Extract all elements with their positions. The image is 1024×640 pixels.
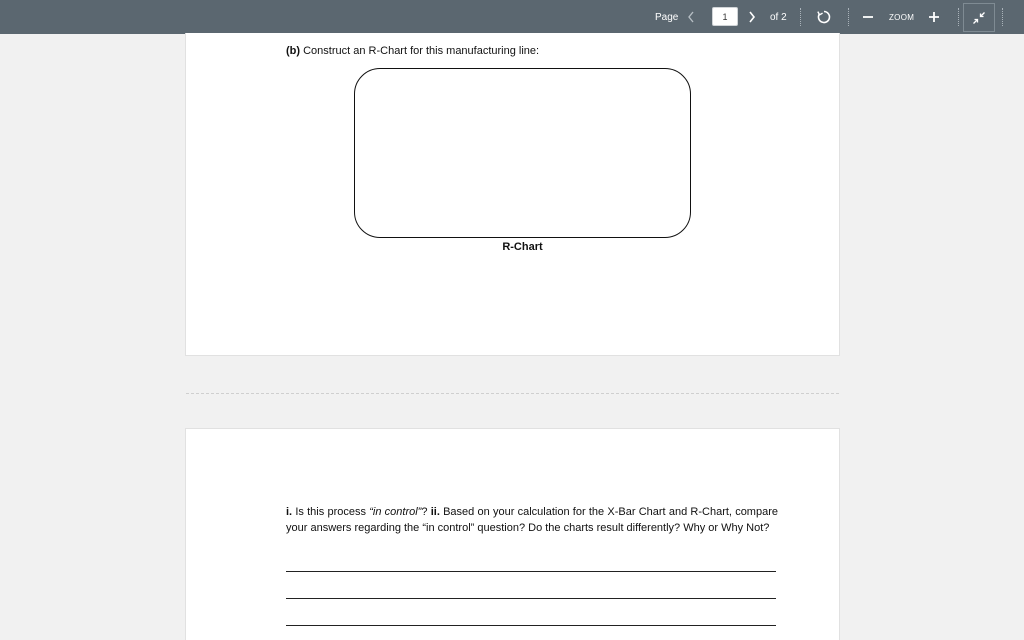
collapse-arrows-icon <box>972 11 986 25</box>
zoom-label: ZOOM <box>889 12 915 22</box>
minus-icon <box>862 11 874 23</box>
r-chart-caption: R-Chart <box>502 241 543 253</box>
question-i-text: Is this process <box>292 506 370 518</box>
reset-view-button[interactable] <box>816 0 832 34</box>
question-i-number: i. <box>286 506 293 518</box>
toolbar-divider <box>800 8 801 26</box>
rotate-reset-icon <box>816 9 832 25</box>
r-chart-drawing-box <box>354 68 691 238</box>
question-b-text: Construct an R-Chart for this manufacturing line: <box>300 45 540 57</box>
zoom-out-button[interactable] <box>862 0 874 34</box>
plus-icon <box>928 11 940 23</box>
document-page-1 <box>185 33 840 356</box>
document-page-2 <box>185 428 840 640</box>
toolbar-divider <box>1002 8 1003 26</box>
chevron-right-icon <box>748 11 756 23</box>
toolbar-divider <box>848 8 849 26</box>
viewer-toolbar <box>0 0 1024 34</box>
toolbar-divider <box>958 8 959 26</box>
question-i-text-end: ? <box>421 506 431 518</box>
question-ii-number: ii. <box>430 506 440 518</box>
previous-page-button[interactable] <box>687 0 695 34</box>
answer-line <box>286 571 776 572</box>
question-b-number: (b) <box>286 45 301 57</box>
collapse-view-button[interactable] <box>963 3 995 32</box>
chevron-left-icon <box>687 11 695 23</box>
page-number-input[interactable] <box>712 7 738 26</box>
next-page-button[interactable] <box>748 0 756 34</box>
page-label: Page <box>655 11 679 23</box>
answer-line <box>286 598 776 599</box>
question-ii-text: Based on your calculation for the X-Bar Chart and R-Chart, compare your answers regarding the “in control” question? Do the charts result differently? Why or Why Not? <box>286 506 778 534</box>
question-i-ii <box>286 504 778 536</box>
zoom-in-button[interactable] <box>928 0 940 34</box>
page-count-label: of 2 <box>770 11 787 23</box>
page-separator <box>186 393 839 394</box>
question-b <box>286 45 539 57</box>
answer-line <box>286 625 776 626</box>
question-i-italic: “in control” <box>369 506 422 518</box>
